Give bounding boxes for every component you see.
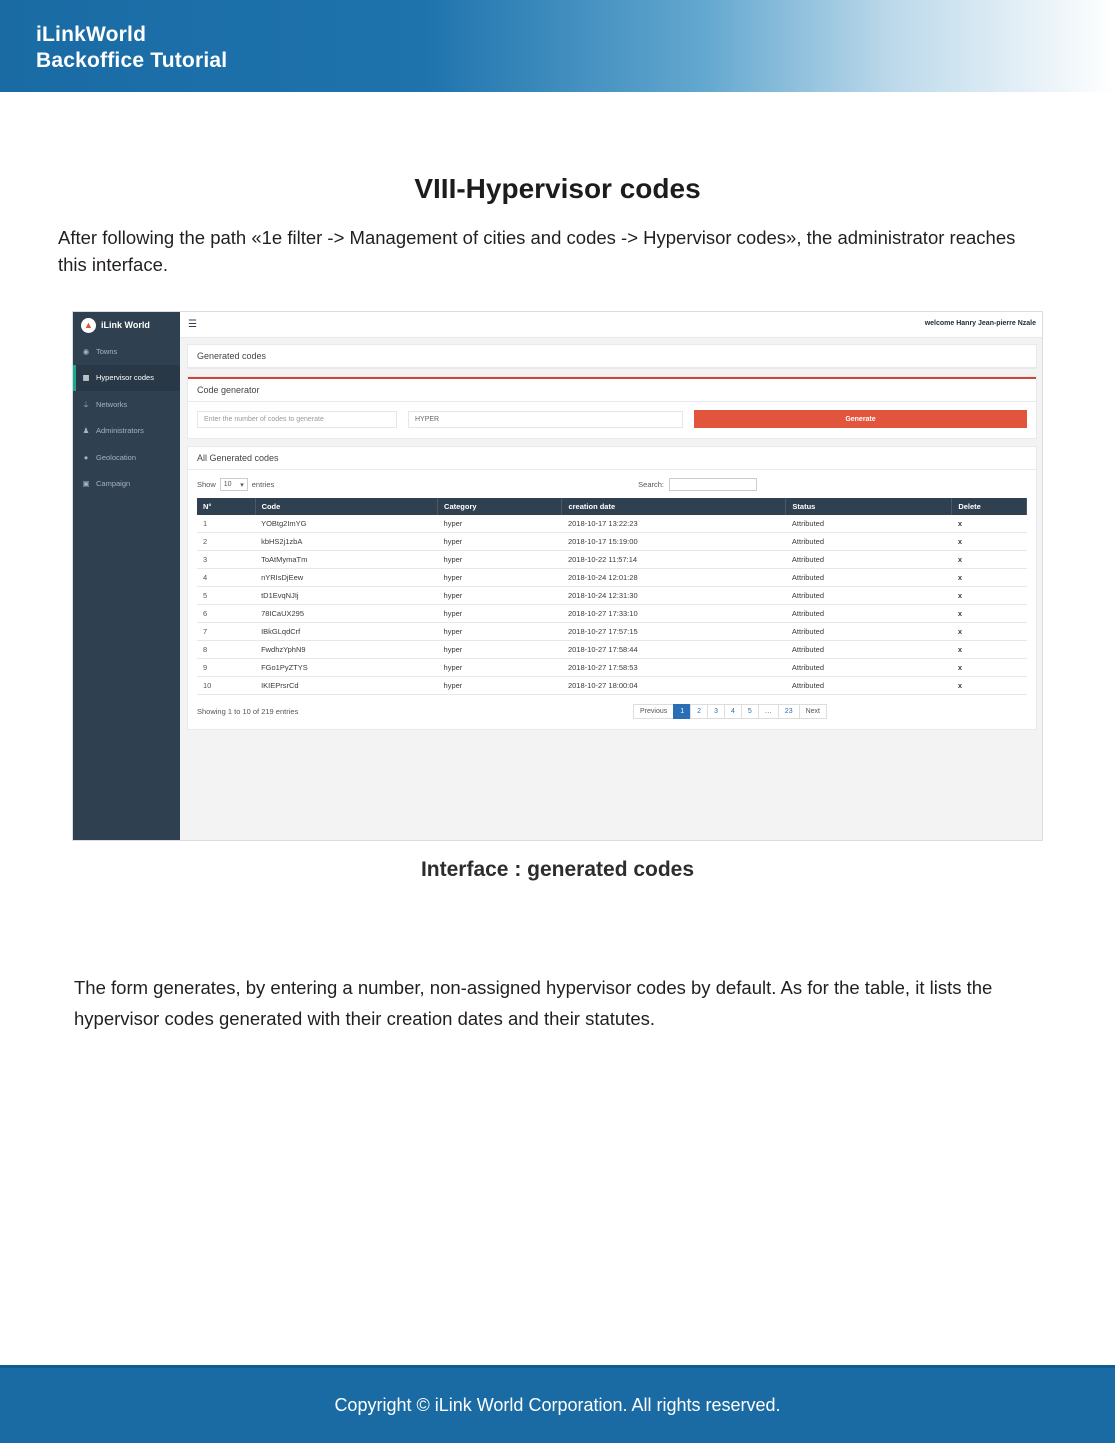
cell-code: 78ICaUX295 — [255, 605, 437, 623]
chevron-down-icon: ▾ — [240, 481, 244, 489]
table-row — [197, 515, 1027, 533]
entries-info: Showing 1 to 10 of 219 entries — [197, 707, 299, 716]
column-header-creation-date[interactable]: creation date — [562, 498, 786, 515]
cell-status: Attributed — [786, 641, 952, 659]
cell-status: Attributed — [786, 587, 952, 605]
hamburger-icon[interactable]: ☰ — [188, 319, 197, 330]
cell-number: 8 — [197, 641, 255, 659]
cell-category: hyper — [438, 515, 562, 533]
sidebar-item-hypervisor-codes[interactable] — [73, 365, 180, 392]
page-heading-panel — [187, 344, 1037, 369]
figure-caption: Interface : generated codes — [420, 858, 695, 881]
sidebar-item-label: Towns — [96, 346, 118, 356]
pagination-page-4[interactable]: 4 — [724, 704, 741, 719]
delete-icon[interactable]: x — [952, 551, 1027, 569]
cell-status: Attributed — [786, 533, 952, 551]
brand-title — [36, 22, 227, 74]
cell-code: IBkGLqdCrf — [255, 623, 437, 641]
cell-creation-date: 2018-10-27 18:00:04 — [562, 677, 786, 695]
cell-status: Attributed — [786, 515, 952, 533]
cell-status: Attributed — [786, 551, 952, 569]
cell-code: IKIEPrsrCd — [255, 677, 437, 695]
cell-category: hyper — [438, 677, 562, 695]
entries-per-page-value: 10 — [223, 481, 232, 488]
cell-category: hyper — [438, 569, 562, 587]
table-footer — [197, 704, 1027, 719]
all-generated-codes-panel — [187, 446, 1037, 730]
cell-category: hyper — [438, 641, 562, 659]
pagination — [633, 704, 827, 719]
search-area — [638, 478, 757, 491]
all-generated-codes-body — [188, 470, 1036, 729]
cell-category: hyper — [438, 659, 562, 677]
entries-per-page-select[interactable] — [220, 478, 248, 491]
cell-creation-date: 2018-10-24 12:31:30 — [562, 587, 786, 605]
column-header-code[interactable]: Code — [255, 498, 437, 515]
column-header-category[interactable]: Category — [438, 498, 562, 515]
cell-number: 4 — [197, 569, 255, 587]
cell-code: ToAtMymaTm — [255, 551, 437, 569]
document-header-band — [0, 0, 1115, 92]
sidebar-item-label: Geolocation — [96, 452, 137, 462]
table-row — [197, 659, 1027, 677]
screenshot-figure — [72, 311, 1043, 841]
welcome-label: welcome Hanry Jean-pierre Nzale — [924, 320, 1036, 327]
cell-code: kbHS2j1zbA — [255, 533, 437, 551]
cell-number: 1 — [197, 515, 255, 533]
table-row — [197, 677, 1027, 695]
app-logo[interactable] — [73, 312, 180, 338]
app-topbar-right — [180, 312, 1043, 338]
sidebar-item-networks[interactable] — [73, 391, 180, 418]
cell-code: nYRIsDjEew — [255, 569, 437, 587]
cell-code: FGo1PyZTYS — [255, 659, 437, 677]
sidebar-item-geolocation[interactable] — [73, 444, 180, 471]
search-label: Search: — [638, 480, 664, 489]
cell-category: hyper — [438, 605, 562, 623]
intro-paragraph: After following the path «1e filter -> Management of cities and codes -> Hypervisor codes», the administrator reaches this interface. — [58, 227, 1016, 275]
cell-status: Attributed — [786, 623, 952, 641]
cell-status: Attributed — [786, 677, 952, 695]
delete-icon[interactable]: x — [952, 659, 1027, 677]
all-generated-codes-title: All Generated codes — [188, 447, 1036, 470]
cell-number: 7 — [197, 623, 255, 641]
cell-status: Attributed — [786, 605, 952, 623]
sidebar-item-campaign[interactable] — [73, 471, 180, 498]
table-row — [197, 641, 1027, 659]
delete-icon[interactable]: x — [952, 623, 1027, 641]
code-type-input[interactable]: HYPER — [408, 411, 683, 428]
cell-creation-date: 2018-10-22 11:57:14 — [562, 551, 786, 569]
table-controls — [197, 478, 1027, 491]
pagination-page-23[interactable]: 23 — [778, 704, 799, 719]
table-row — [197, 533, 1027, 551]
code-generator-panel — [187, 376, 1037, 439]
table-row — [197, 569, 1027, 587]
delete-icon[interactable]: x — [952, 515, 1027, 533]
pagination-page-3[interactable]: 3 — [707, 704, 724, 719]
cell-code: YOBtg2ImYG — [255, 515, 437, 533]
cell-status: Attributed — [786, 569, 952, 587]
sidebar-item-administrators[interactable] — [73, 418, 180, 445]
cell-category: hyper — [438, 587, 562, 605]
cell-creation-date: 2018-10-27 17:57:15 — [562, 623, 786, 641]
user-icon: ♟ — [82, 426, 90, 436]
cell-number: 2 — [197, 533, 255, 551]
cell-number: 6 — [197, 605, 255, 623]
table-row — [197, 587, 1027, 605]
pagination-ellipsis: … — [758, 704, 778, 719]
cell-status: Attributed — [786, 659, 952, 677]
sidebar-item-label: Hypervisor codes — [96, 373, 154, 383]
code-count-input[interactable]: Enter the number of codes to generate — [197, 411, 397, 428]
app-topbar — [73, 312, 1043, 338]
calendar-icon: ▣ — [82, 479, 90, 489]
table-header-row — [197, 498, 1027, 515]
grid-icon: ▦ — [82, 373, 90, 383]
sidebar-item-label: Networks — [96, 399, 128, 409]
cell-category: hyper — [438, 533, 562, 551]
search-input[interactable] — [669, 478, 757, 491]
cell-category: hyper — [438, 623, 562, 641]
cell-number: 3 — [197, 551, 255, 569]
pagination-page-2[interactable]: 2 — [690, 704, 707, 719]
sidebar-item-label: Campaign — [96, 479, 131, 489]
show-label: Show — [197, 480, 216, 489]
code-generator-title: Code generator — [188, 377, 1036, 402]
target-icon: ◉ — [82, 346, 90, 356]
generated-codes-table — [197, 498, 1027, 695]
code-generator-form — [197, 410, 1027, 428]
cell-number: 10 — [197, 677, 255, 695]
delete-icon[interactable]: x — [952, 533, 1027, 551]
sidebar-item-towns[interactable] — [73, 338, 180, 365]
bars-icon: ⏚ — [82, 399, 90, 409]
table-row — [197, 551, 1027, 569]
pagination-page-5[interactable]: 5 — [741, 704, 758, 719]
cell-creation-date: 2018-10-27 17:58:44 — [562, 641, 786, 659]
cell-code: FwdhzYphN9 — [255, 641, 437, 659]
app-logo-label: iLink World — [101, 320, 150, 330]
delete-icon[interactable]: x — [952, 587, 1027, 605]
flame-icon: ▲ — [81, 318, 96, 333]
cell-category: hyper — [438, 551, 562, 569]
delete-icon[interactable]: x — [952, 677, 1027, 695]
sidebar-item-label: Administrators — [96, 426, 144, 436]
copyright-text: Copyright © iLink World Corporation. All rights reserved. — [334, 1395, 781, 1415]
cell-creation-date: 2018-10-17 15:19:00 — [562, 533, 786, 551]
pagination-next[interactable]: Next — [799, 704, 827, 719]
cell-number: 9 — [197, 659, 255, 677]
column-header-number[interactable]: N° — [197, 498, 255, 515]
pin-icon: ● — [83, 452, 89, 462]
document-footer — [0, 1365, 1115, 1443]
pagination-previous[interactable]: Previous — [633, 704, 673, 719]
table-row — [197, 605, 1027, 623]
brand-line-2: Backoffice Tutorial — [36, 49, 228, 72]
table-row — [197, 623, 1027, 641]
cell-code: tD1EvqNJIj — [255, 587, 437, 605]
delete-icon[interactable]: x — [952, 605, 1027, 623]
app-sidebar — [73, 338, 180, 841]
generate-button[interactable]: Generate — [694, 410, 1027, 428]
code-generator-body — [188, 402, 1036, 438]
cell-creation-date: 2018-10-24 12:01:28 — [562, 569, 786, 587]
delete-icon[interactable]: x — [952, 641, 1027, 659]
page-title: VIII-Hypervisor codes — [414, 173, 701, 204]
app-main-content — [180, 338, 1043, 841]
brand-line-1: iLinkWorld — [36, 23, 147, 46]
column-header-status[interactable]: Status — [786, 498, 952, 515]
cell-creation-date: 2018-10-27 17:58:53 — [562, 659, 786, 677]
cell-number: 5 — [197, 587, 255, 605]
cell-creation-date: 2018-10-17 13:22:23 — [562, 515, 786, 533]
delete-icon[interactable]: x — [952, 569, 1027, 587]
entries-label: entries — [251, 480, 275, 489]
pagination-page-1[interactable]: 1 — [673, 704, 690, 719]
note-paragraph: The form generates, by entering a number, non-assigned hypervisor codes by default. As for the table, it lists the hypervisor codes generated with their creation dates and their statutes. — [74, 977, 993, 1029]
column-header-delete[interactable]: Delete — [952, 498, 1027, 515]
page-heading: Generated codes — [188, 345, 1036, 368]
cell-creation-date: 2018-10-27 17:33:10 — [562, 605, 786, 623]
